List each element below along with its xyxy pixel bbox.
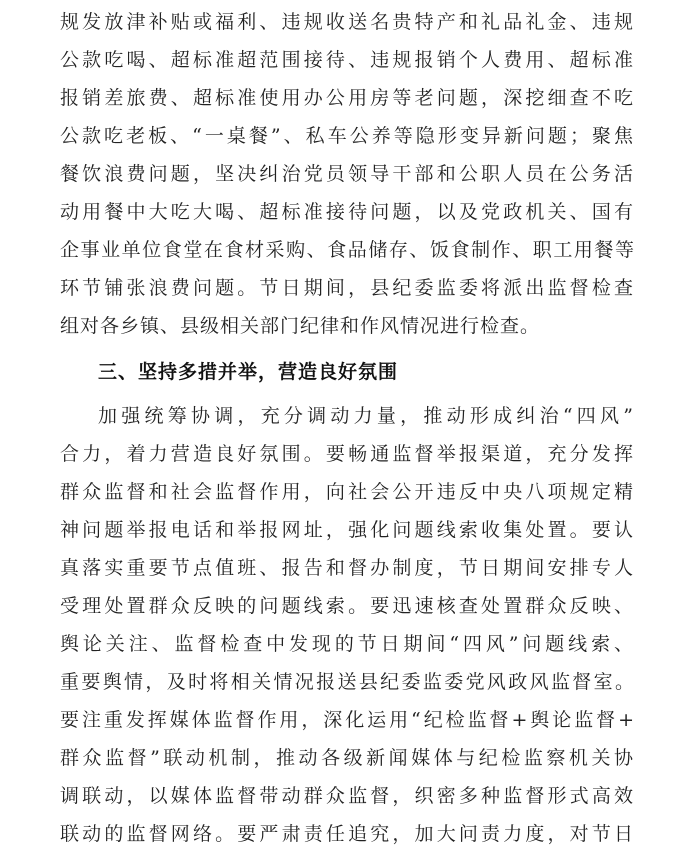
paragraph-line: 真落实重要节点值班、报告和督办制度，节日期间安排专人: [60, 557, 634, 579]
paragraph-line: 环节铺张浪费问题。节日期间，县纪委监委将派出监督检查: [60, 277, 634, 299]
paragraph-line: 企事业单位食堂在食材采购、食品储存、饭食制作、职工用餐等: [60, 239, 634, 261]
paragraph-line: 联动的监督网络。要严肃责任追究，加大问责力度，对节日: [60, 823, 634, 845]
paragraph-line: 神问题举报电话和举报网址，强化问题线索收集处置。要认: [60, 519, 634, 541]
paragraph-line: 组对各乡镇、县级相关部门纪律和作风情况进行检查。: [60, 315, 541, 337]
paragraph-line: 群众监督和社会监督作用，向社会公开违反中央八项规定精: [60, 481, 634, 503]
paragraph-line: 受理处置群众反映的问题线索。要迅速核查处置群众反映、: [60, 595, 634, 617]
paragraph-line: 舆论关注、监督检查中发现的节日期间“四风”问题线索、: [60, 633, 634, 655]
section-heading: 三、坚持多措并举，营造良好氛围: [98, 361, 399, 383]
paragraph-line: 餐饮浪费问题，坚决纠治党员领导干部和公职人员在公务活: [60, 163, 634, 185]
paragraph-line: 公款吃喝、超标准超范围接待、违规报销个人费用、超标准: [60, 49, 634, 71]
paragraph-line: 调联动，以媒体监督带动群众监督，织密多种监督形式高效: [60, 785, 634, 807]
paragraph-line: 合力，着力营造良好氛围。要畅通监督举报渠道，充分发挥: [60, 443, 634, 465]
paragraph-line: 群众监督”联动机制，推动各级新闻媒体与纪检监察机关协: [60, 747, 634, 769]
paragraph-line: 重要舆情，及时将相关情况报送县纪委监委党风政风监督室。: [60, 671, 634, 693]
paragraph-line: 加强统筹协调，充分调动力量，推动形成纠治“四风”: [98, 405, 634, 427]
paragraph-line: 要注重发挥媒体监督作用，深化运用“纪检监督+舆论监督+: [60, 709, 634, 731]
paragraph-line: 公款吃老板、“一桌餐”、私车公养等隐形变异新问题；聚焦: [60, 125, 634, 147]
paragraph-line: 规发放津补贴或福利、违规收送名贵特产和礼品礼金、违规: [60, 11, 634, 33]
paragraph-line: 动用餐中大吃大喝、超标准接待问题，以及党政机关、国有: [60, 201, 634, 223]
paragraph-line: 报销差旅费、超标准使用办公用房等老问题，深挖细查不吃: [60, 87, 634, 109]
